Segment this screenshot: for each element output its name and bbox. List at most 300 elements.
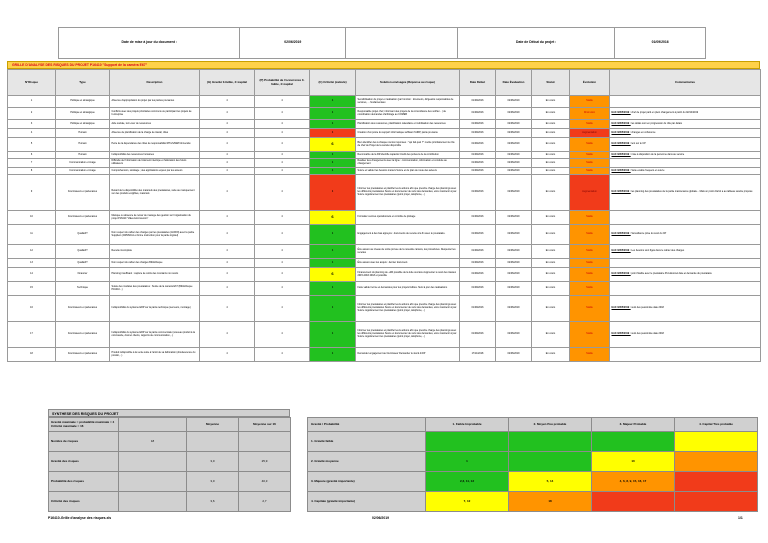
- meta-spacer: [346, 28, 458, 59]
- comment-text: suivi des pessimiste date 2018: [631, 306, 664, 310]
- risk-num: 7: [8, 159, 56, 168]
- synthesis-count: 18: [119, 432, 187, 452]
- risk-evolution: Stable: [570, 168, 610, 175]
- risk-desc: Suivie des modèles des prestataires : Suivie de la caméra E67 (Bibliothèque P16410...): [110, 282, 200, 296]
- comment-date-tag: EAC 02/05/2019 :: [611, 190, 631, 194]
- risk-row: [8, 322, 761, 348]
- risk-evolution: Stable: [570, 322, 610, 348]
- risk-statut: En cours: [532, 211, 570, 225]
- risk-desc: Manque ou absence de retour de manège des gestion sur l'organisation du projet P16410 "Valeurs/connexion": [110, 211, 200, 225]
- risk-comment: [610, 152, 761, 159]
- risk-comment: [610, 96, 761, 108]
- risk-criticity: 6: [310, 211, 356, 225]
- risk-num: 3: [8, 120, 56, 129]
- risk-criticity: 1: [310, 120, 356, 129]
- risk-probability: 4: [255, 120, 310, 129]
- comment-text: les délais sont en progression du rôle par délais: [631, 121, 682, 125]
- risk-statut: En cours: [532, 152, 570, 159]
- risk-desc: Non respect du cahier des charges Bibliothèque: [110, 259, 200, 268]
- risk-comment: [610, 225, 761, 245]
- comment-text: Surveillance prise du suivi du CP: [631, 232, 667, 236]
- risk-statut: En cours: [532, 245, 570, 259]
- comment-text: lent sur le CP: [631, 142, 646, 146]
- risk-gravity: 4: [200, 296, 255, 322]
- risk-row: [8, 296, 761, 322]
- matrix-row: [308, 492, 758, 512]
- risk-num: 16: [8, 296, 56, 322]
- risk-criticity: 1: [310, 348, 356, 362]
- matrix-row-label: 3. Majeure (gravité importante): [308, 472, 426, 492]
- risk-date-debut: 01/09/2016: [460, 175, 496, 211]
- synthesis-body: [49, 432, 291, 512]
- comment-text: suivi des pessimiste date 2018: [631, 332, 664, 336]
- risk-type: Fournisseurs et partenaires: [56, 211, 110, 225]
- risk-date-debut: 01/09/2016: [460, 129, 496, 138]
- risk-gravity: 4: [200, 152, 255, 159]
- matrix-col-4: 4. Capital Très probable: [675, 418, 758, 432]
- risk-evolution: Stable: [570, 96, 610, 108]
- doc-update-value: 02/06/2019: [240, 28, 346, 59]
- grid-title: GRILLE D'ANALYSE DES RISQUES DU PROJET P16410 "Support de la caméra E67": [7, 61, 760, 69]
- risk-criticity: 1: [310, 322, 356, 348]
- risk-probability: 4: [255, 96, 310, 108]
- matrix-row-label: 2. Gravité moyenne: [308, 452, 426, 472]
- risk-probability: 4: [255, 138, 310, 152]
- col-evolution: Évolution: [570, 70, 610, 96]
- risk-probability: 4: [255, 152, 310, 159]
- risk-probability: 4: [255, 129, 310, 138]
- risk-criticity: 1: [310, 175, 356, 211]
- risk-date-eval: 02/06/2019: [496, 96, 532, 108]
- risk-type: Fournisseurs et partenaires: [56, 348, 110, 362]
- col-date-eval: Date Évaluation: [496, 70, 532, 96]
- risk-row: [8, 245, 761, 259]
- risk-date-debut: 01/09/2016: [460, 296, 496, 322]
- synthesis-header-row: [49, 418, 291, 432]
- col-gravity: (G) Gravité 0-faible, 4=capital: [200, 70, 255, 96]
- risk-gravity: 4: [200, 282, 255, 296]
- risk-action: Reconnaître de la DR identifie capacité Crédit des porteurs de la contribution: [356, 152, 460, 159]
- risk-comment: [610, 245, 761, 259]
- risk-desc: Absence d'appropriation du projet par les parties prenantes: [110, 96, 200, 108]
- risk-gravity: 4: [200, 138, 255, 152]
- matrix-header-row: [308, 418, 758, 432]
- risk-comment: [610, 120, 761, 129]
- risk-comment: [610, 348, 761, 362]
- risk-date-eval: 02/06/2019: [496, 282, 532, 296]
- risk-type: Humain: [56, 129, 110, 138]
- synthesis-count: [119, 472, 187, 492]
- footer-date: 02/06/2019: [372, 516, 389, 520]
- risk-statut: En cours: [532, 108, 570, 120]
- risk-date-debut: 01/09/2016: [460, 259, 496, 268]
- comment-date-tag: EAC 02/05/2019 :: [611, 272, 631, 276]
- synthesis-blank: [119, 418, 187, 432]
- risk-probability: 4: [255, 348, 310, 362]
- risk-date-eval: 02/06/2019: [496, 120, 532, 129]
- synthesis-col-moyenne-16: Moyenne sur 16: [239, 418, 291, 432]
- risk-date-debut: 01/09/2016: [460, 138, 496, 152]
- matrix-cell: 18: [509, 492, 592, 512]
- col-desc: Description: [110, 70, 200, 96]
- risk-evolution: Stable: [570, 268, 610, 282]
- risk-row: [8, 96, 761, 108]
- risk-criticity: 1: [310, 296, 356, 322]
- risk-criticity: 1: [310, 245, 356, 259]
- risk-type: Politique et stratégique: [56, 120, 110, 129]
- risk-evolution: Stable: [570, 296, 610, 322]
- risk-date-eval: 02/06/2019: [496, 322, 532, 348]
- synthesis-row: [49, 432, 291, 452]
- risk-gravity: 4: [200, 96, 255, 108]
- synthesis-title: SYNTHESE DES RISQUES DU PROJET: [48, 409, 290, 417]
- comment-date-tag: EAC 02/05/2019 :: [611, 332, 631, 336]
- document-meta-table: [58, 27, 706, 59]
- risk-probability: 4: [255, 268, 310, 282]
- risk-action: Engagement à des bas appuyés : documents de recette à la fin avec le prestataire.: [356, 225, 460, 245]
- risk-criticity: 1: [310, 129, 356, 138]
- risk-date-debut: 01/09/2016: [460, 108, 496, 120]
- risk-row: [8, 268, 761, 282]
- risk-gravity: 4: [200, 348, 255, 362]
- risk-gravity: 4: [200, 120, 255, 129]
- risk-num: 10: [8, 211, 56, 225]
- risk-evolution: Stable: [570, 152, 610, 159]
- risk-evolution: Augmentation: [570, 175, 610, 211]
- comment-date-tag: EAC 02/05/2019 :: [611, 130, 631, 134]
- risk-num: 9: [8, 175, 56, 211]
- risk-date-debut: 01/09/2016: [460, 225, 496, 245]
- risk-type: Politique et stratégique: [56, 96, 110, 108]
- risk-criticity: 6: [310, 268, 356, 282]
- synthesis-row: [49, 472, 291, 492]
- risk-evolution: Stable: [570, 159, 610, 168]
- risk-comment: [610, 268, 761, 282]
- risk-gravity: 4: [200, 268, 255, 282]
- risk-date-debut: 01/09/2016: [460, 245, 496, 259]
- risk-evolution: Stable: [570, 348, 610, 362]
- risk-desc: Conflicts avec des projets prioritaires communs ou participant les projets de l'entreprise: [110, 108, 200, 120]
- risk-date-eval: 02/06/2019: [496, 245, 532, 259]
- risk-comment: [610, 129, 761, 138]
- comment-text: mise à disposition de la personne dans au service: [631, 152, 685, 156]
- risk-num: 13: [8, 259, 56, 268]
- risk-date-debut: 01/09/2016: [460, 159, 496, 168]
- risk-row: [8, 175, 761, 211]
- comment-date-tag: EAC 02/05/2019 :: [611, 306, 631, 310]
- risk-statut: En cours: [532, 282, 570, 296]
- col-type: Type: [56, 70, 110, 96]
- matrix-row-label: 1. Gravité faible: [308, 432, 426, 452]
- matrix-body: [308, 432, 758, 512]
- risk-type: Technique: [56, 282, 110, 296]
- synthesis-moyenne: 3,0: [187, 452, 239, 472]
- risk-date-debut: 01/09/2016: [460, 152, 496, 159]
- risk-desc: Planning insuffisant : capture de coûts des montants non suivis: [110, 268, 200, 282]
- risk-gravity: 4: [200, 225, 255, 245]
- matrix-cell: 1: [426, 452, 509, 472]
- synthesis-count: [119, 452, 187, 472]
- risk-row: [8, 259, 761, 268]
- risk-action: Planification des ressources, planification calendaire et mobilisation des ressources: [356, 120, 460, 129]
- risk-evolution: Stable: [570, 245, 610, 259]
- synthesis-moyenne-16: 40,3: [239, 472, 291, 492]
- risk-type: Qualité/IT: [56, 225, 110, 245]
- risk-type: Communication et image: [56, 168, 110, 175]
- risk-type: Fournisseurs et partenaires: [56, 175, 110, 211]
- risk-row: [8, 225, 761, 245]
- risk-gravity: 4: [200, 211, 255, 225]
- risk-date-eval: 02/06/2019: [496, 129, 532, 138]
- matrix-cell: 10: [592, 452, 675, 472]
- risk-gravity: 4: [200, 159, 255, 168]
- matrix-col-1: 1. Faible Improbable: [426, 418, 509, 432]
- risk-comment: [610, 159, 761, 168]
- risk-num: 4: [8, 129, 56, 138]
- col-comment: Commentaires: [610, 70, 761, 96]
- risk-date-debut: 01/09/2016: [460, 322, 496, 348]
- risk-date-eval: 02/06/2019: [496, 138, 532, 152]
- risk-gravity: 4: [200, 322, 255, 348]
- risk-row: [8, 168, 761, 175]
- risk-action: Réaliser des changements avec la ligne : communication, information et conduire au changement: [356, 159, 460, 168]
- risk-row: [8, 159, 761, 168]
- risk-criticity: 6: [310, 138, 356, 152]
- col-num: N°Risque: [8, 70, 56, 96]
- col-probability: (P) Probabilité de l'occurrence 0-faible, 4=capital: [255, 70, 310, 96]
- risk-comment: [610, 211, 761, 225]
- risk-action: Informer les prestataires et planifier leurs actions afin que prendre charge des plannings avec les différents prestataires Suivre et documenter de suivi des demandes, et/ou maintenir à jour. Suivre régulièrement les prestataires (point projet, téléphone,...): [356, 322, 460, 348]
- risk-probability: 4: [255, 322, 310, 348]
- risk-date-eval: 02/06/2019: [496, 348, 532, 362]
- comment-date-tag: EAC 02/05/2019 :: [611, 121, 631, 125]
- risk-action: Demander engagement au fournisseur Demander le stock d'AIP: [356, 348, 460, 362]
- doc-update-label: Date de mise à jour du document :: [59, 28, 240, 59]
- risk-desc: Produit indisponible à la vente suite à l'arrêt de sa fabrication (obsolescence du produit,...): [110, 348, 200, 362]
- matrix-col-3: 3. Majeur Probable: [592, 418, 675, 432]
- risk-action: Sensibilisation du projet et réalisation (par fonction : directeurs, dirigeants responsables de services, ... fondamentaux.: [356, 96, 460, 108]
- matrix-cell: [592, 492, 675, 512]
- risk-grid-header-row: [8, 70, 761, 96]
- risk-probability: 4: [255, 245, 310, 259]
- risk-evolution: Diminution: [570, 108, 610, 120]
- risk-statut: En cours: [532, 259, 570, 268]
- risk-date-eval: 02/06/2019: [496, 168, 532, 175]
- risk-num: 6: [8, 152, 56, 159]
- risk-evolution: Stable: [570, 282, 610, 296]
- comment-date-tag: EAC 02/05/2019 :: [611, 168, 631, 172]
- synthesis-moyenne-16: [239, 432, 291, 452]
- risk-comment: [610, 168, 761, 175]
- risk-evolution: Stable: [570, 138, 610, 152]
- matrix-cell: [675, 492, 758, 512]
- matrix-col-2: 2. Moyen Peu probable: [509, 418, 592, 432]
- risk-probability: 4: [255, 108, 310, 120]
- risk-row: [8, 282, 761, 296]
- matrix-cell: 4, 6, 8, 9, 15, 16, 17: [592, 472, 675, 492]
- risk-probability: 4: [255, 159, 310, 168]
- comment-date-tag: EAC 02/05/2019 :: [611, 152, 631, 156]
- matrix-row: [308, 472, 758, 492]
- risk-gravity: 4: [200, 129, 255, 138]
- footer-filename: P16410-Grille d'analyse des risques.xls: [48, 516, 112, 520]
- risk-type: Humain: [56, 138, 110, 152]
- risk-evolution: Stable: [570, 225, 610, 245]
- risk-probability: 4: [255, 168, 310, 175]
- matrix-cell: [426, 432, 509, 452]
- risk-probability: 4: [255, 225, 310, 245]
- risk-statut: En cours: [532, 120, 570, 129]
- matrix-row: [308, 432, 758, 452]
- risk-num: 2: [8, 108, 56, 120]
- risk-num: 15: [8, 282, 56, 296]
- risk-statut: En cours: [532, 96, 570, 108]
- comment-date-tag: EAC 02/05/2019 :: [611, 111, 631, 115]
- risk-statut: En cours: [532, 322, 570, 348]
- risk-type: Fournisseurs et partenaires: [56, 322, 110, 348]
- risk-date-eval: 02/06/2019: [496, 296, 532, 322]
- risk-action: Financement du planning de +2M possible de la lutte ouvrière Augmenter le suivi des travaux 2015-2016 2018 et possible: [356, 268, 460, 282]
- risk-action: Responsable projet chef, informant des projets de la concordance des vérifier... | de coordination demandes d'arbitrage au COMEB: [356, 108, 460, 120]
- risk-date-debut: 01/09/2016: [460, 268, 496, 282]
- risk-date-eval: 02/06/2019: [496, 152, 532, 159]
- risk-statut: En cours: [532, 175, 570, 211]
- risk-gravity: 4: [200, 245, 255, 259]
- risk-criticity: 1: [310, 282, 356, 296]
- risk-criticity: 1: [310, 96, 356, 108]
- risk-criticity: 1: [310, 108, 356, 120]
- risk-date-eval: 02/06/2019: [496, 108, 532, 120]
- risk-probability: 4: [255, 259, 310, 268]
- comment-date-tag: EAC 02/05/2019 :: [611, 142, 631, 146]
- synthesis-moyenne: 3,0: [187, 472, 239, 492]
- comment-text: chef de projet parti en plein changement à partir du 02/10/2019: [631, 111, 699, 115]
- risk-num: 12: [8, 245, 56, 259]
- risk-comment: [610, 322, 761, 348]
- matrix-corner: Gravité / Probabilité: [308, 418, 426, 432]
- project-start-value: 01/09/2016: [615, 28, 706, 59]
- risk-evolution: Stable: [570, 120, 610, 129]
- risk-row: [8, 129, 761, 138]
- risk-row: [8, 211, 761, 225]
- risk-num: 18: [8, 348, 56, 362]
- risk-statut: En cours: [532, 138, 570, 152]
- risk-probability: 4: [255, 282, 310, 296]
- risk-statut: En cours: [532, 296, 570, 322]
- risk-criticity: 1: [310, 159, 356, 168]
- risk-grid-body: [8, 96, 761, 362]
- risk-action: Être assuré avec les acquis : dernier document.: [356, 259, 460, 268]
- risk-date-debut: 01/09/2016: [460, 168, 496, 175]
- risk-statut: En cours: [532, 348, 570, 362]
- synthesis-count: [119, 492, 187, 512]
- synthesis-row: [49, 492, 291, 512]
- risk-action: Suivre et valider les besoins métiers Suivre et du plan de route des acteurs: [356, 168, 460, 175]
- risk-criticity: 1: [310, 152, 356, 159]
- risk-row: [8, 348, 761, 362]
- risk-num: 1: [8, 96, 56, 108]
- risk-type: Qualité/IT: [56, 245, 110, 259]
- col-statut: Statut: [532, 70, 570, 96]
- matrix-cell: [675, 472, 758, 492]
- risk-desc: Recette incomplète: [110, 245, 200, 259]
- comment-text: les planning des prestataires de la partie maintenance globale... Mais un point d'arrêt a au tableau suscite proposé: [631, 190, 753, 194]
- risk-type: Communication et image: [56, 159, 110, 168]
- synthesis-moyenne: 3,6: [187, 492, 239, 512]
- footer-page: 1/1: [738, 516, 743, 520]
- synthesis-table: [48, 417, 291, 512]
- synthesis-criteria: Gravité maximale = probabilité maximale = 4 Criticité maximale = 16: [49, 418, 119, 432]
- matrix-cell: [675, 432, 758, 452]
- risk-action: Création d'un poste du support informatique suffisant l'AIRP, partie prenante: [356, 129, 460, 138]
- matrix-cell: 7, 12: [426, 492, 509, 512]
- risk-statut: En cours: [532, 168, 570, 175]
- risk-date-debut: 01/09/2016: [460, 96, 496, 108]
- risk-comment: [610, 282, 761, 296]
- risk-date-eval: 02/06/2019: [496, 175, 532, 211]
- synthesis-col-moyenne: Moyenne: [187, 418, 239, 432]
- risk-row: [8, 108, 761, 120]
- risk-date-eval: 02/06/2019: [496, 225, 532, 245]
- risk-statut: En cours: [532, 129, 570, 138]
- synthesis-moyenne-16: 25,9: [239, 452, 291, 472]
- matrix-row-label: 4. Capitale (gravité importante): [308, 492, 426, 512]
- risk-type: Financier: [56, 268, 110, 282]
- risk-date-debut: 01/09/2016: [460, 211, 496, 225]
- risk-probability: 4: [255, 211, 310, 225]
- risk-type: Politique et stratégique: [56, 108, 110, 120]
- risk-statut: En cours: [532, 268, 570, 282]
- risk-probability: 4: [255, 296, 310, 322]
- col-criticity: (C) Criticité (calculé): [310, 70, 356, 96]
- risk-gravity: 4: [200, 175, 255, 211]
- risk-comment: [610, 175, 761, 211]
- synthesis-label: Probabilité des risques: [49, 472, 119, 492]
- risk-num: 14: [8, 268, 56, 282]
- col-date-debut: Date Début: [460, 70, 496, 96]
- comment-date-tag: EAC 02/05/2019 :: [611, 249, 631, 253]
- risk-action: Faire valider terme et demandes pour les projets lisibles. Suivi à jour des réalisations: [356, 282, 460, 296]
- matrix-cell: 2,3, 11, 13: [426, 472, 509, 492]
- risk-num: 5: [8, 138, 56, 152]
- risk-action: Bien identifier des à chaque réunion réponses : "qui fait quoi ?" mettre prioritairement le rôle de chef de Projet de la société disponible: [356, 138, 460, 152]
- risk-gravity: 4: [200, 108, 255, 120]
- risk-gravity: 4: [200, 259, 255, 268]
- risk-action: Formalier centres opérationnels et contrôle de pilotage: [356, 211, 460, 225]
- risk-desc: Indisponibilité des ressources humaines: [110, 152, 200, 159]
- matrix-cell: [509, 432, 592, 452]
- risk-row: [8, 138, 761, 152]
- risk-criticity: 1: [310, 225, 356, 245]
- risk-desc: Indisponibilité du système ERP sur la partie technique (serveurs, montage): [110, 296, 200, 322]
- risk-criticity: 1: [310, 168, 356, 175]
- risk-evolution: Augmentation: [570, 129, 610, 138]
- comment-text: Suite enable frequent en suivre: [631, 168, 665, 172]
- risk-num: 11: [8, 225, 56, 245]
- risk-comment: [610, 296, 761, 322]
- risk-desc: Perte de la dépendance des rôles de responsabilité RH/LS/NEP/Université: [110, 138, 200, 152]
- risk-num: 8: [8, 168, 56, 175]
- matrix-cell: 5, 14: [509, 472, 592, 492]
- project-start-label: Date de Début du projet :: [458, 28, 615, 59]
- risk-date-eval: 02/06/2019: [496, 259, 532, 268]
- risk-type: Qualité/IT: [56, 259, 110, 268]
- risk-evolution: Stable: [570, 211, 610, 225]
- risk-desc: Difficulté de l'information de l'élément interlope et l'allocation des futurs utilisateurs: [110, 159, 200, 168]
- matrix-cell: [592, 432, 675, 452]
- matrix-row: [308, 452, 758, 472]
- risk-desc: Indisponibilité du système ERP sur la partie commerciale (nouveau produit à la commande, donner clients, rapports de communication,...): [110, 322, 200, 348]
